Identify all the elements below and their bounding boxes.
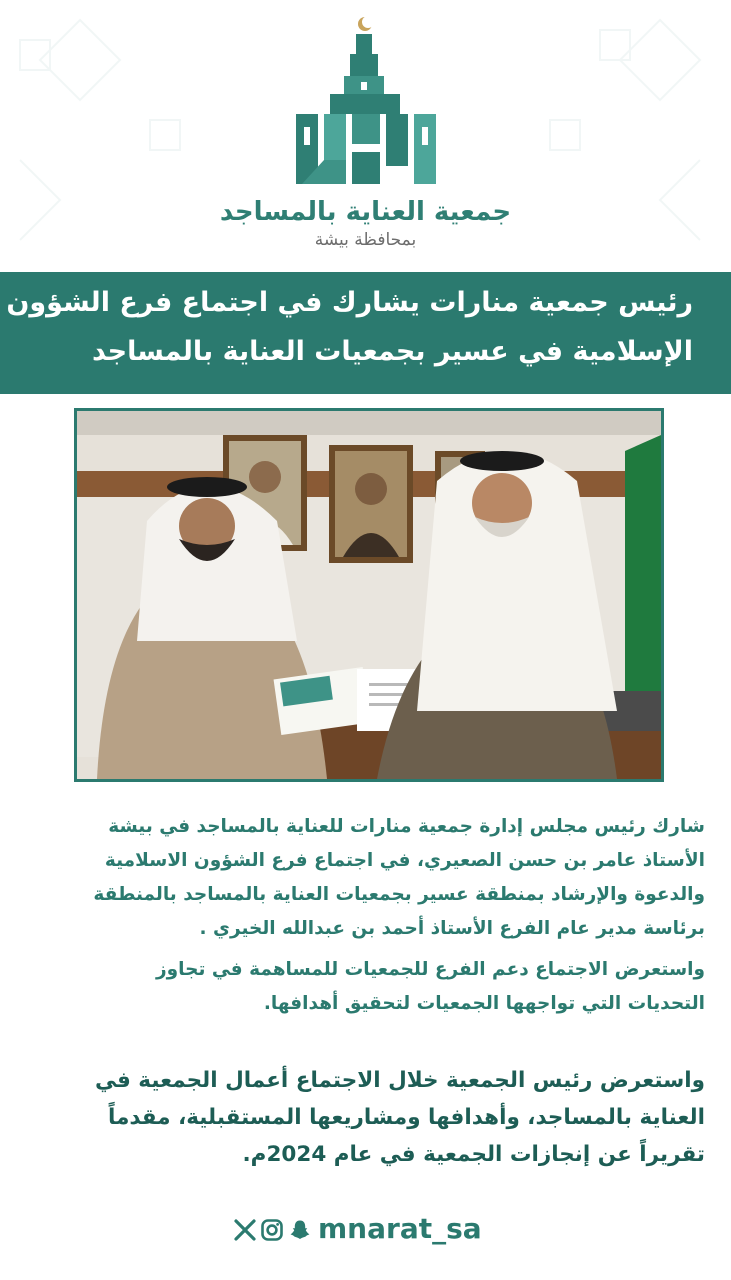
- paragraph-line: تقريراً عن إنجازات الجمعية في عام 2024م.: [242, 1142, 705, 1167]
- meeting-photo-illustration: [77, 411, 661, 779]
- organization-logo: [0, 12, 731, 252]
- paragraph-report: [25, 1062, 705, 1173]
- social-footer: [0, 1212, 731, 1252]
- meeting-photo: [74, 408, 664, 782]
- paragraph-line: واستعرض الاجتماع دعم الفرع للجمعيات للمساهمة في تجاوز: [156, 959, 705, 980]
- instagram-icon[interactable]: [260, 1218, 284, 1242]
- paragraph-line: التحديات التي تواجهها الجمعيات لتحقيق أهدافها.: [263, 993, 705, 1014]
- paragraph-line: واستعرض رئيس الجمعية خلال الاجتماع أعمال الجمعية في: [94, 1068, 705, 1093]
- paragraph-line: برئاسة مدير عام الفرع الأستاذ أحمد بن عبدالله الخيري .: [199, 918, 705, 939]
- headline-banner: [0, 272, 731, 394]
- headline-line-1: رئيس جمعية منارات يشارك في اجتماع فرع الشؤون: [6, 287, 693, 318]
- organization-name: جمعية العناية بالمساجد: [219, 197, 512, 227]
- social-handle[interactable]: mnarat_sa: [318, 1212, 482, 1245]
- portrait-center: [329, 445, 413, 563]
- paragraph-participation: [25, 810, 705, 946]
- paragraph-support: [25, 953, 705, 1021]
- headline-line-2: الإسلامية في عسير بجمعيات العناية بالمساجد: [92, 336, 693, 367]
- snapchat-icon[interactable]: [288, 1218, 312, 1242]
- x-icon[interactable]: [233, 1218, 257, 1242]
- paragraph-line: الأستاذ عامر بن حسن الصعيري، في اجتماع فرع الشؤون الاسلامية: [104, 850, 705, 871]
- paragraph-line: والدعوة والإرشاد بمنطقة عسير بجمعيات العناية بالمساجد بالمنطقة: [93, 884, 705, 905]
- paragraph-line: العناية بالمساجد، وأهدافها ومشاريعها المستقبلية، مقدماً: [108, 1105, 705, 1130]
- paragraph-line: شارك رئيس مجلس إدارة جمعية منارات للعناية بالمساجد في بيشة: [108, 816, 705, 837]
- organization-location: بمحافظة بيشة: [314, 230, 417, 250]
- mosque-minaret-logo-icon: [286, 12, 446, 184]
